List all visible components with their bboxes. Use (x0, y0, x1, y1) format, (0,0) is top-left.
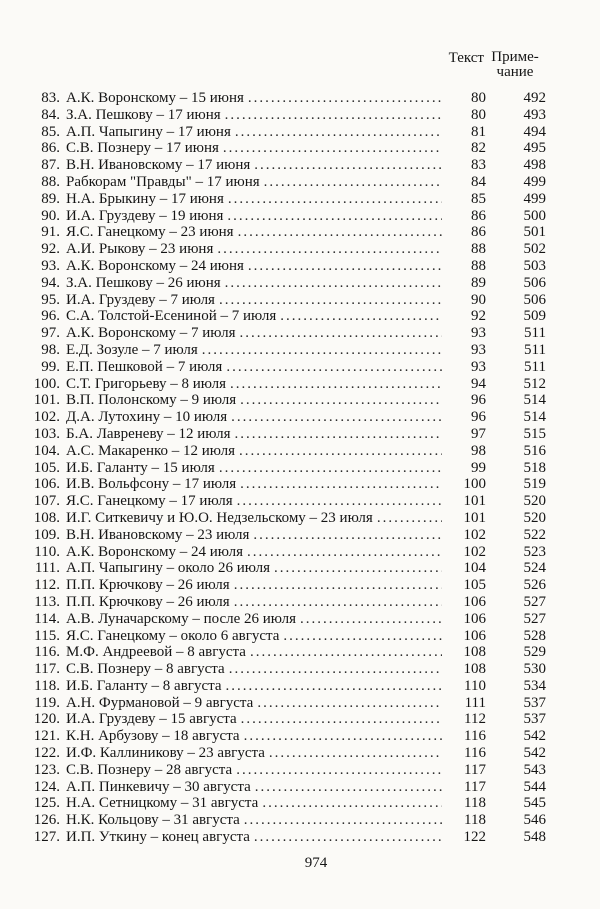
note-page-number: 534 (523, 677, 546, 694)
entry-title: С.В. Познеру – 8 августа (66, 661, 225, 678)
column-header-note (484, 50, 546, 80)
note-page-number: 499 (523, 173, 546, 190)
dot-leader (253, 527, 442, 544)
dot-leader (235, 124, 442, 141)
dot-leader (300, 611, 442, 628)
toc-entry (32, 359, 546, 376)
dot-leader (228, 191, 442, 208)
entry-title: И.А. Груздеву – 15 августа (66, 711, 237, 728)
dot-leader (244, 728, 442, 745)
entry-number: 110. (34, 543, 60, 560)
text-page-number: 84 (471, 173, 486, 190)
text-page-number: 88 (471, 257, 486, 274)
dot-leader (240, 392, 442, 409)
note-page-number: 509 (523, 308, 546, 325)
toc-entry (32, 107, 546, 124)
toc-entry (32, 762, 546, 779)
note-page-number: 502 (523, 241, 546, 258)
note-page-number: 500 (523, 207, 546, 224)
toc-entry (32, 426, 546, 443)
text-page-number: 93 (471, 358, 486, 375)
entry-title: И.Б. Галанту – 8 августа (66, 677, 222, 694)
entry-number: 85. (41, 123, 60, 140)
dot-leader (234, 577, 442, 594)
note-page-number: 529 (523, 644, 546, 661)
entry-number: 96. (41, 308, 60, 325)
note-page-number: 498 (523, 157, 546, 174)
dot-leader (223, 140, 442, 157)
entry-number: 118. (34, 677, 60, 694)
dot-leader (230, 376, 442, 393)
entry-title: Я.С. Ганецкому – около 6 августа (66, 627, 280, 644)
toc-entry (32, 628, 546, 645)
dot-leader (236, 762, 442, 779)
text-page-number: 122 (463, 829, 486, 846)
toc-entry (32, 275, 546, 292)
toc-entry (32, 745, 546, 762)
text-page-number: 116 (464, 745, 486, 762)
note-page-number: 503 (523, 257, 546, 274)
dot-leader (226, 359, 442, 376)
note-page-number: 530 (523, 661, 546, 678)
note-page-number: 512 (523, 375, 546, 392)
entry-number: 112. (34, 577, 60, 594)
entry-number: 117. (34, 661, 60, 678)
text-page-number: 86 (471, 207, 486, 224)
text-page-number: 80 (471, 90, 486, 106)
dot-leader (219, 292, 442, 309)
text-page-number: 102 (463, 543, 486, 560)
note-page-number: 527 (523, 593, 546, 610)
note-page-number: 499 (523, 190, 546, 207)
entry-number: 103. (33, 425, 60, 442)
note-page-number: 537 (523, 711, 546, 728)
text-page-number: 86 (471, 224, 486, 241)
note-page-number: 514 (523, 392, 546, 409)
note-page-number: 493 (523, 106, 546, 123)
entry-number: 101. (33, 392, 60, 409)
note-page-number: 514 (523, 409, 546, 426)
text-page-number: 89 (471, 274, 486, 291)
entry-number: 102. (33, 409, 60, 426)
text-page-number: 99 (471, 459, 486, 476)
entry-title: С.В. Познеру – 28 августа (66, 761, 233, 778)
entry-title: В.П. Полонскому – 9 июля (66, 392, 237, 409)
page-number-footer: 974 (304, 854, 328, 871)
note-page-number: 515 (523, 425, 546, 442)
toc-list (32, 90, 546, 846)
text-page-number: 105 (463, 577, 486, 594)
text-page-number: 108 (463, 661, 486, 678)
entry-title: А.С. Макаренко – 12 июля (66, 442, 236, 459)
note-page-number: 544 (523, 778, 546, 795)
entry-title: В.Н. Ивановскому – 23 июля (66, 526, 250, 543)
entry-title: Б.А. Лавреневу – 12 июля (66, 425, 231, 442)
text-page-number: 93 (471, 341, 486, 358)
dot-leader (234, 594, 442, 611)
toc-entry (32, 157, 546, 174)
entry-number: 86. (41, 140, 60, 157)
note-page-number: 520 (523, 509, 546, 526)
entry-number: 97. (41, 325, 60, 342)
text-page-number: 96 (471, 392, 486, 409)
note-page-number: 511 (524, 341, 546, 358)
toc-entry (32, 560, 546, 577)
dot-leader (240, 476, 442, 493)
entry-title: А.К. Воронскому – 24 июня (66, 257, 244, 274)
dot-leader (225, 275, 442, 292)
dot-leader (237, 493, 442, 510)
text-page-number: 94 (471, 375, 486, 392)
dot-leader (219, 460, 442, 477)
entry-number: 92. (41, 241, 60, 258)
text-page-number: 83 (471, 157, 486, 174)
toc-entry (32, 779, 546, 796)
text-page-number: 100 (463, 476, 486, 493)
toc-entry (32, 241, 546, 258)
text-page-number: 112 (464, 711, 486, 728)
entry-title: Н.А. Сетницкому – 31 августа (66, 795, 259, 812)
note-page-number: 526 (523, 577, 546, 594)
dot-leader (231, 409, 442, 426)
dot-leader (377, 510, 442, 527)
note-page-number: 523 (523, 543, 546, 560)
text-page-number: 97 (471, 425, 486, 442)
entry-number: 105. (33, 459, 60, 476)
text-page-number: 102 (463, 526, 486, 543)
entry-number: 104. (33, 442, 60, 459)
column-header-text: Текст (448, 50, 484, 66)
entry-number: 115. (34, 627, 60, 644)
entry-number: 106. (33, 476, 60, 493)
text-page-number: 106 (463, 610, 486, 627)
entry-number: 123. (33, 761, 60, 778)
entry-title: А.П. Чапыгину – 17 июня (66, 123, 231, 140)
dot-leader (229, 661, 442, 678)
toc-entry (32, 711, 546, 728)
toc-entry (32, 409, 546, 426)
toc-entry (32, 728, 546, 745)
entry-title: М.Ф. Андреевой – 8 августа (66, 644, 246, 661)
note-page-number: 537 (523, 694, 546, 711)
entry-title: К.Н. Арбузову – 18 августа (66, 728, 240, 745)
entry-number: 88. (41, 173, 60, 190)
entry-number: 84. (41, 106, 60, 123)
toc-entry (32, 308, 546, 325)
toc-entry (32, 292, 546, 309)
text-page-number: 118 (464, 812, 486, 829)
text-page-number: 81 (471, 123, 486, 140)
text-page-number: 98 (471, 442, 486, 459)
entry-title: Н.К. Кольцову – 31 августа (66, 812, 240, 829)
dot-leader (280, 308, 442, 325)
note-page-number: 545 (523, 795, 546, 812)
entry-number: 95. (41, 291, 60, 308)
toc-entry (32, 795, 546, 812)
entry-number: 124. (33, 778, 60, 795)
dot-leader (235, 426, 442, 443)
text-page-number: 101 (463, 509, 486, 526)
entry-number: 125. (33, 795, 60, 812)
entry-title: Д.А. Лутохину – 10 июля (66, 409, 228, 426)
column-headers (32, 50, 546, 80)
toc-entry (32, 661, 546, 678)
note-page-number: 520 (523, 493, 546, 510)
toc-entry (32, 443, 546, 460)
toc-entry (32, 594, 546, 611)
dot-leader (250, 644, 442, 661)
text-page-number: 96 (471, 409, 486, 426)
entry-title: Е.П. Пешковой – 7 июля (66, 358, 223, 375)
entry-title: А.П. Пинкевичу – 30 августа (66, 778, 251, 795)
note-page-number: 506 (523, 291, 546, 308)
column-header-note-line1: Приме- (491, 49, 539, 65)
toc-entry (32, 90, 546, 107)
note-page-number: 518 (523, 459, 546, 476)
entry-title: З.А. Пешкову – 17 июня (66, 106, 221, 123)
entry-title: С.Т. Григорьеву – 8 июля (66, 375, 227, 392)
dot-leader (254, 829, 442, 846)
entry-title: Н.А. Брыкину – 17 июня (66, 190, 224, 207)
text-page-number: 117 (464, 778, 486, 795)
toc-entry (32, 191, 546, 208)
text-page-number: 111 (464, 694, 486, 711)
note-page-number: 548 (523, 829, 546, 846)
dot-leader (227, 208, 442, 225)
toc-entry (32, 208, 546, 225)
toc-entry (32, 174, 546, 191)
text-page-number: 80 (471, 106, 486, 123)
toc-entry (32, 829, 546, 846)
entry-number: 90. (41, 207, 60, 224)
dot-leader (262, 795, 442, 812)
text-page-number: 116 (464, 728, 486, 745)
entry-title: З.А. Пешкову – 26 июня (66, 274, 221, 291)
note-page-number: 543 (523, 761, 546, 778)
dot-leader (225, 107, 442, 124)
entry-title: А.К. Воронскому – 15 июня (66, 90, 244, 106)
entry-title: А.В. Луначарскому – после 26 июля (66, 610, 297, 627)
text-page-number: 101 (463, 493, 486, 510)
entry-number: 120. (33, 711, 60, 728)
entry-title: В.Н. Ивановскому – 17 июня (66, 157, 251, 174)
text-page-number: 90 (471, 291, 486, 308)
entry-title: Я.С. Ганецкому – 23 июня (66, 224, 234, 241)
toc-entry (32, 493, 546, 510)
entry-title: И.Г. Ситкевичу и Ю.О. Недзельскому – 23 июля (66, 509, 373, 526)
dot-leader (283, 628, 442, 645)
toc-entry (32, 342, 546, 359)
note-page-number: 546 (523, 812, 546, 829)
entry-number: 122. (33, 745, 60, 762)
entry-title: А.К. Воронскому – 7 июля (66, 325, 236, 342)
entry-number: 116. (34, 644, 60, 661)
toc-entry (32, 140, 546, 157)
note-page-number: 527 (523, 610, 546, 627)
dot-leader (254, 157, 442, 174)
entry-number: 93. (41, 257, 60, 274)
entry-number: 109. (33, 526, 60, 543)
toc-entry (32, 527, 546, 544)
toc-entry (32, 678, 546, 695)
entry-number: 91. (41, 224, 60, 241)
column-header-note-line2: чание (496, 64, 534, 80)
dot-leader (247, 544, 442, 561)
entry-number: 89. (41, 190, 60, 207)
dot-leader (244, 812, 442, 829)
entry-title: И.В. Вольфсону – 17 июля (66, 476, 237, 493)
text-page-number: 110 (464, 677, 486, 694)
entry-number: 87. (41, 157, 60, 174)
dot-leader (240, 325, 442, 342)
dot-leader (264, 174, 442, 191)
note-page-number: 492 (523, 90, 546, 106)
dot-leader (238, 224, 442, 241)
toc-entry (32, 544, 546, 561)
text-page-number: 85 (471, 190, 486, 207)
dot-leader (202, 342, 442, 359)
toc-entry (32, 812, 546, 829)
text-page-number: 106 (463, 593, 486, 610)
entry-number: 119. (34, 694, 60, 711)
toc-entry (32, 695, 546, 712)
dot-leader (226, 678, 442, 695)
text-page-number: 104 (463, 560, 486, 577)
entry-number: 121. (33, 728, 60, 745)
entry-title: И.Ф. Каллиникову – 23 августа (66, 745, 265, 762)
note-page-number: 495 (523, 140, 546, 157)
toc-entry (32, 476, 546, 493)
dot-leader (257, 695, 442, 712)
entry-title: Я.С. Ганецкому – 17 июля (66, 493, 233, 510)
text-page-number: 93 (471, 325, 486, 342)
dot-leader (269, 745, 442, 762)
toc-entry (32, 124, 546, 141)
entry-title: И.А. Груздеву – 7 июля (66, 291, 215, 308)
text-page-number: 82 (471, 140, 486, 157)
toc-entry (32, 644, 546, 661)
text-page-number: 106 (463, 627, 486, 644)
note-page-number: 542 (523, 745, 546, 762)
dot-leader (248, 90, 442, 107)
note-page-number: 511 (524, 325, 546, 342)
entry-number: 111. (34, 560, 60, 577)
toc-entry (32, 510, 546, 527)
note-page-number: 542 (523, 728, 546, 745)
toc-entry (32, 224, 546, 241)
note-page-number: 524 (523, 560, 546, 577)
toc-entry (32, 460, 546, 477)
entry-number: 113. (34, 593, 60, 610)
entry-number: 100. (33, 375, 60, 392)
entry-title: Рабкорам "Правды" – 17 июня (66, 173, 260, 190)
entry-title: А.И. Рыкову – 23 июня (66, 241, 214, 258)
entry-title: П.П. Крючкову – 26 июля (66, 593, 230, 610)
toc-entry (32, 258, 546, 275)
dot-leader (255, 779, 442, 796)
note-page-number: 516 (523, 442, 546, 459)
dot-leader (248, 258, 442, 275)
note-page-number: 511 (524, 358, 546, 375)
note-page-number: 528 (523, 627, 546, 644)
entry-number: 99. (41, 358, 60, 375)
text-page-number: 108 (463, 644, 486, 661)
note-page-number: 522 (523, 526, 546, 543)
entry-number: 127. (33, 829, 60, 846)
entry-number: 108. (33, 509, 60, 526)
text-page-number: 92 (471, 308, 486, 325)
entry-title: И.А. Груздеву – 19 июня (66, 207, 224, 224)
toc-entry (32, 325, 546, 342)
entry-title: И.П. Уткину – конец августа (66, 829, 250, 846)
entry-number: 107. (33, 493, 60, 510)
entry-number: 83. (41, 90, 60, 106)
toc-entry (32, 611, 546, 628)
entry-number: 126. (33, 812, 60, 829)
entry-number: 114. (34, 610, 60, 627)
entry-title: П.П. Крючкову – 26 июля (66, 577, 230, 594)
entry-title: С.А. Толстой-Есениной – 7 июля (66, 308, 277, 325)
entry-number: 94. (41, 274, 60, 291)
dot-leader (217, 241, 442, 258)
text-page-number: 88 (471, 241, 486, 258)
toc-entry (32, 376, 546, 393)
entry-number: 98. (41, 341, 60, 358)
dot-leader (239, 443, 442, 460)
dot-leader (274, 560, 442, 577)
text-page-number: 118 (464, 795, 486, 812)
note-page-number: 519 (523, 476, 546, 493)
entry-title: А.П. Чапыгину – около 26 июля (66, 560, 270, 577)
entry-title: И.Б. Галанту – 15 июля (66, 459, 215, 476)
entry-title: А.Н. Фурмановой – 9 августа (66, 694, 254, 711)
text-page-number: 117 (464, 761, 486, 778)
entry-title: Е.Д. Зозуле – 7 июля (66, 341, 198, 358)
note-page-number: 494 (523, 123, 546, 140)
dot-leader (241, 711, 442, 728)
entry-title: А.К. Воронскому – 24 июля (66, 543, 244, 560)
toc-entry (32, 577, 546, 594)
note-page-number: 501 (523, 224, 546, 241)
entry-title: С.В. Познеру – 17 июня (66, 140, 219, 157)
toc-entry (32, 392, 546, 409)
note-page-number: 506 (523, 274, 546, 291)
